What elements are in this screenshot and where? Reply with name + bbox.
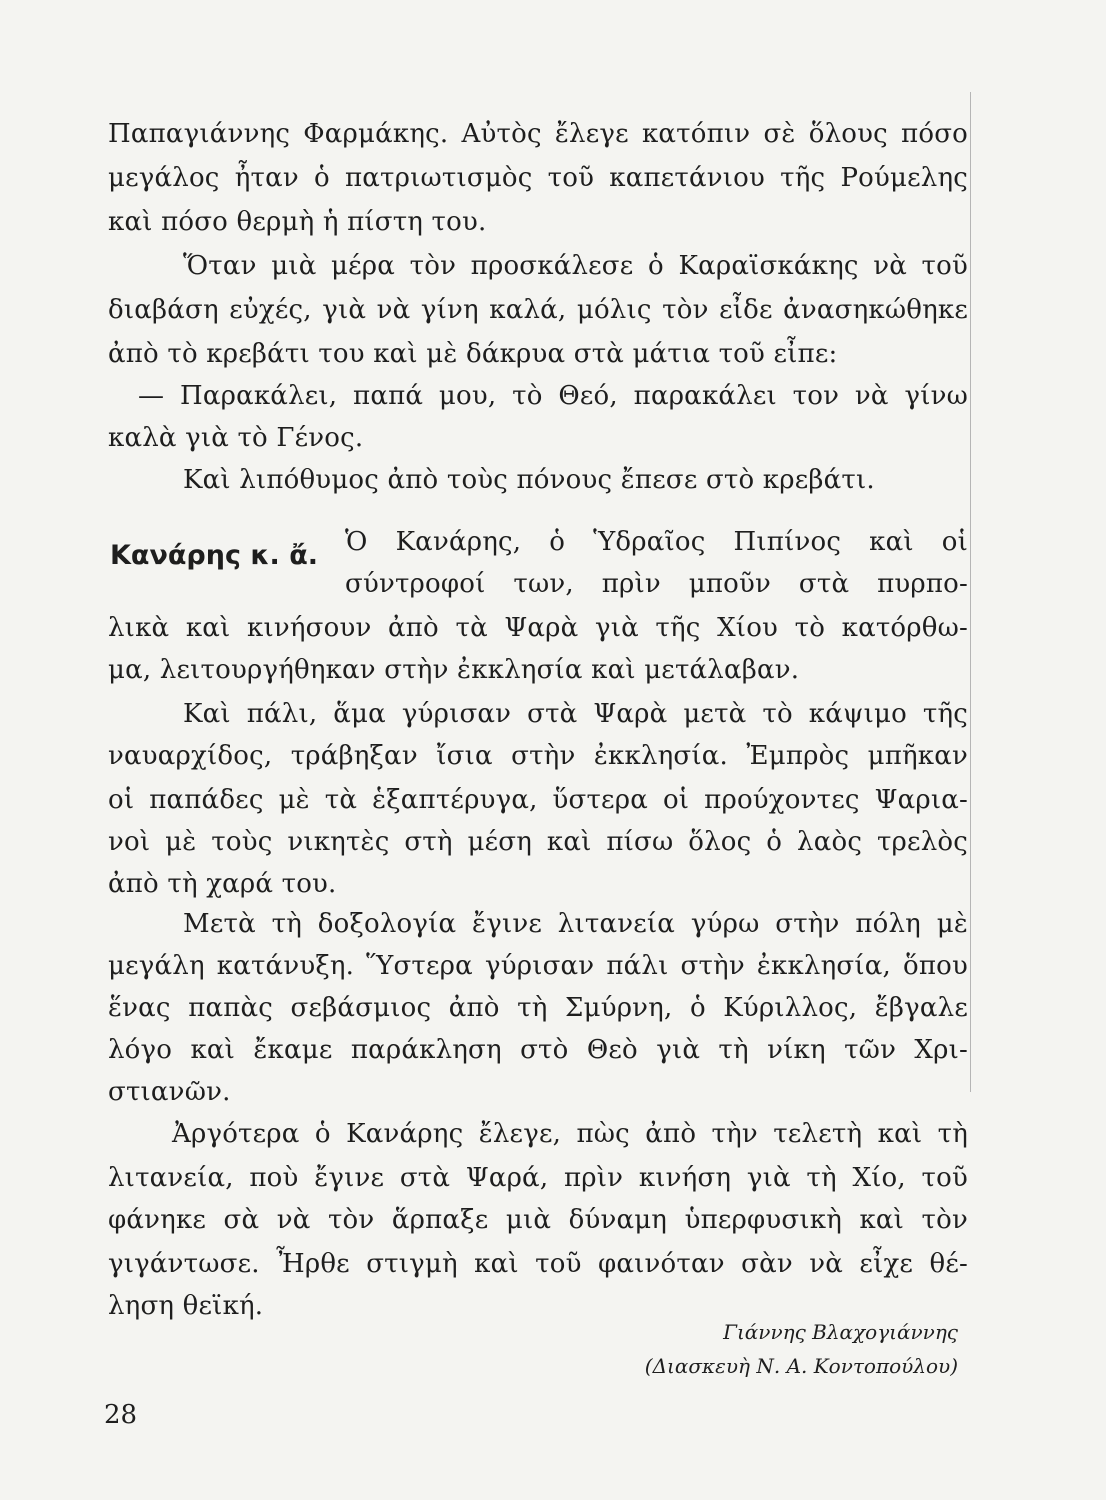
text-line: φάνηκε σὰ νὰ τὸν ἅρπαξε μιὰ δύναμη ὑπερφυσικὴ καὶ τὸν	[108, 1205, 968, 1235]
side-heading: Κανάρης κ. ἄ.	[110, 540, 319, 571]
text-line: Ἀργότερα ὁ Κανάρης ἔλεγε, πὼς ἀπὸ τὴν τελετὴ καὶ τὴ	[172, 1119, 968, 1149]
text-line: Ὅταν μιὰ μέρα τὸν προσκάλεσε ὁ Καραϊσκάκης νὰ τοῦ	[183, 251, 968, 281]
text-line: Καὶ πάλι, ἅμα γύρισαν στὰ Ψαρὰ μετὰ τὸ κάψιμο τῆς	[183, 699, 968, 729]
text-line: ἕνας παπὰς σεβάσμιος ἀπὸ τὴ Σμύρνη, ὁ Κύριλλος, ἔβγαλε	[108, 993, 968, 1023]
text-line: νοὶ μὲ τοὺς νικητὲς στὴ μέση καὶ πίσω ὅλος ὁ λαὸς τρελὸς	[108, 827, 968, 857]
text-line: Παπαγιάννης Φαρμάκης. Αὐτὸς ἔλεγε κατόπιν σὲ ὅλους πόσο	[108, 119, 968, 149]
text-line: γιγάντωσε. Ἦρθε στιγμὴ καὶ τοῦ φαινόταν σὰν νὰ εἶχε θέ-	[108, 1249, 968, 1279]
text-line: διαβάση εὐχές, γιὰ νὰ γίνη καλά, μόλις τὸν εἶδε ἀνασηκώθηκε	[108, 295, 968, 325]
text-line: Μετὰ τὴ δοξολογία ἔγινε λιτανεία γύρω στὴν πόλη μὲ	[183, 909, 968, 939]
text-line: στιανῶν.	[108, 1077, 231, 1107]
text-line: ἀπὸ τὴ χαρά του.	[108, 869, 337, 899]
margin-rule	[970, 92, 971, 1092]
text-line: Καὶ λιπόθυμος ἀπὸ τοὺς πόνους ἔπεσε στὸ κρεβάτι.	[183, 465, 875, 495]
text-line: καὶ πόσο θερμὴ ἡ πίστη του.	[108, 207, 487, 237]
text-line: Ὁ Κανάρης, ὁ Ὑδραῖος Πιπίνος καὶ οἱ	[345, 527, 968, 557]
text-line: — Παρακάλει, παπά μου, τὸ Θεό, παρακάλει τον νὰ γίνω	[138, 381, 968, 411]
text-line: λικὰ καὶ κινήσουν ἀπὸ τὰ Ψαρὰ γιὰ τῆς Χίου τὸ κατόρθω-	[108, 613, 968, 643]
text-line: μεγάλος ἦταν ὁ πατριωτισμὸς τοῦ καπετάνιου τῆς Ρούμελης	[108, 163, 968, 193]
text-line: μα, λειτουργήθηκαν στὴν ἐκκλησία καὶ μετάλαβαν.	[108, 655, 800, 685]
text-line: λόγο καὶ ἔκαμε παράκληση στὸ Θεὸ γιὰ τὴ νίκη τῶν Χρι-	[108, 1035, 968, 1065]
text-line: οἱ παπάδες μὲ τὰ ἑξαπτέρυγα, ὕστερα οἱ προύχοντες Ψαρια-	[108, 785, 968, 815]
text-line: ναυαρχίδος, τράβηξαν ἴσια στὴν ἐκκλησία. Ἐμπρὸς μπῆκαν	[108, 741, 968, 771]
text-line: μεγάλη κατάνυξη. Ὕστερα γύρισαν πάλι στὴν ἐκκλησία, ὅπου	[108, 951, 968, 981]
text-line: λιτανεία, ποὺ ἔγινε στὰ Ψαρά, πρὶν κινήση γιὰ τὴ Χίο, τοῦ	[108, 1163, 968, 1193]
author-signature: Γιάννης Βλαχογιάννης	[723, 1320, 958, 1344]
page-number: 28	[104, 1400, 138, 1430]
text-line: σύντροφοί των, πρὶν μποῦν στὰ πυρπο-	[345, 569, 968, 599]
text-line: καλὰ γιὰ τὸ Γένος.	[108, 423, 364, 453]
text-line: ληση θεϊκή.	[108, 1291, 264, 1321]
text-line: ἀπὸ τὸ κρεβάτι του καὶ μὲ δάκρυα στὰ μάτια τοῦ εἶπε:	[108, 339, 838, 369]
adaptation-credit: (Διασκευὴ Ν. Α. Κοντοπούλου)	[644, 1354, 958, 1378]
